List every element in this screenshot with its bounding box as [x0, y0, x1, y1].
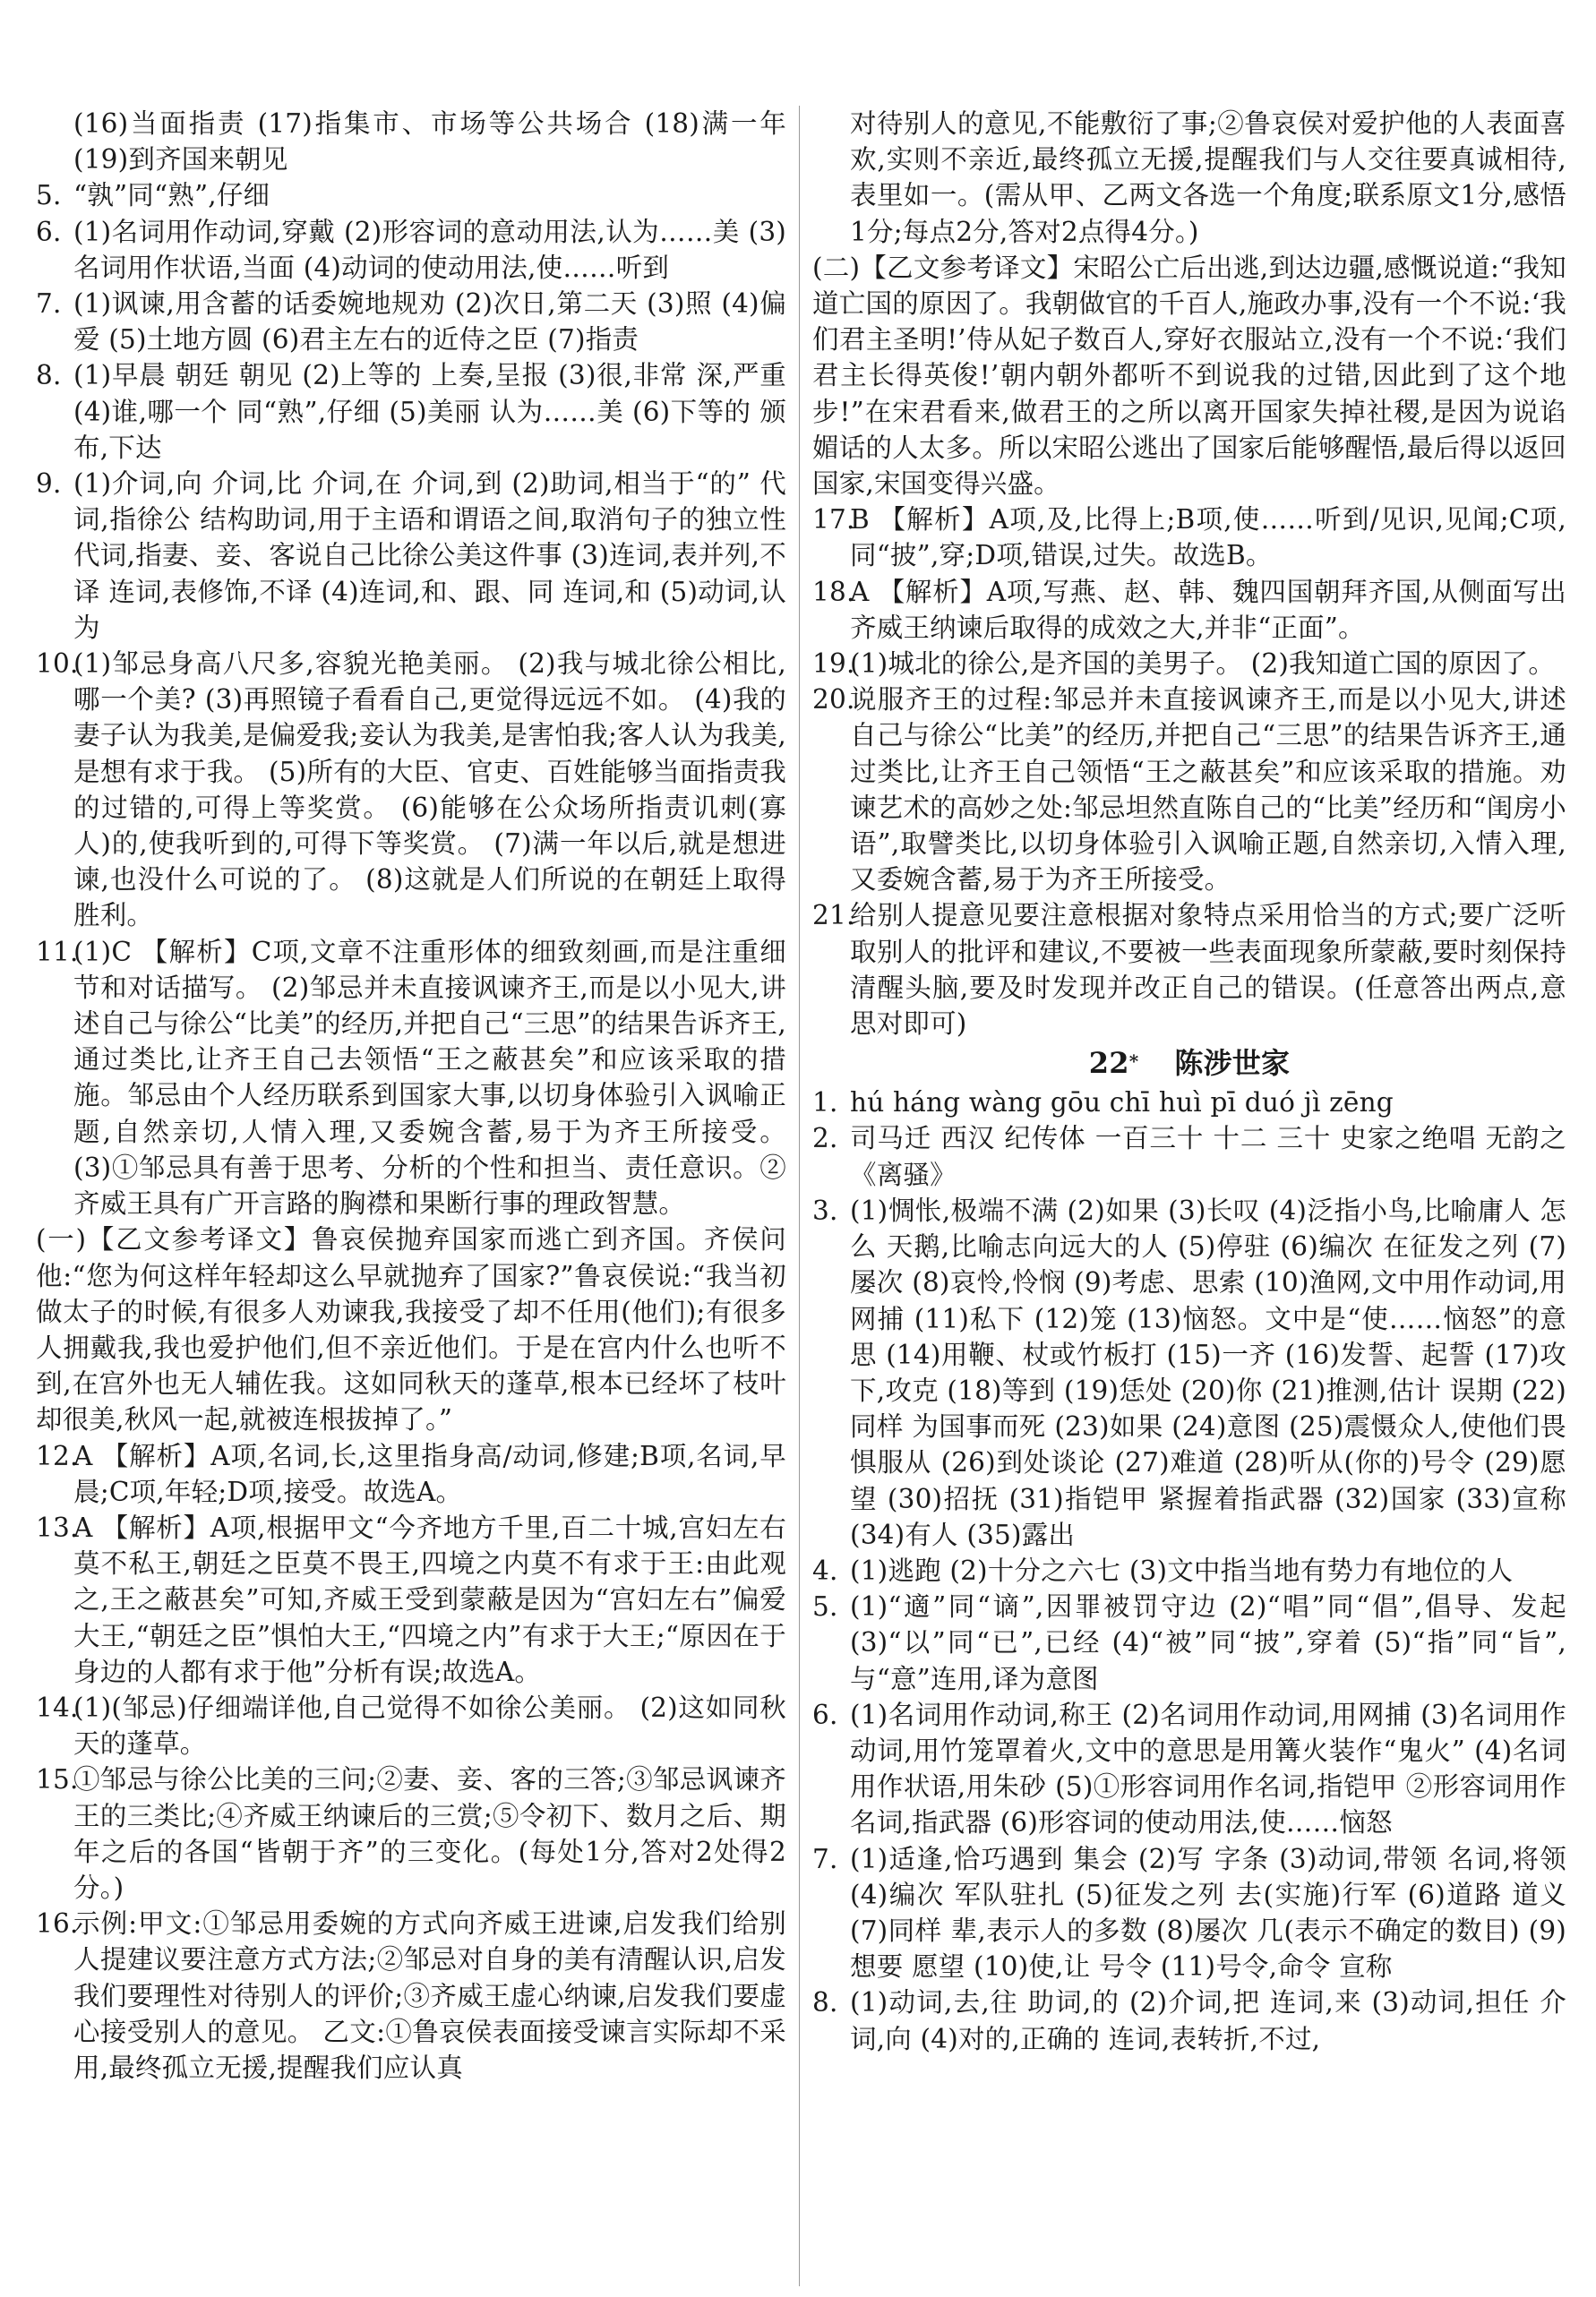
answer-item — [812, 574, 1566, 646]
answer-number: 11. — [36, 936, 79, 967]
answer-number: 10. — [36, 648, 79, 680]
answer-number: 8. — [36, 360, 62, 391]
section-title-text: 陈涉世家 — [1174, 1046, 1291, 1081]
answer-text: (1)C 【解析】C项,文章不注重形体的细致刻画,而是注重细节和对话描写。 (2)邹忌并未直接讽谏齐王,而是以小见大,讲述自己与徐公“比美”的经历,并把自己“三思”的结果告诉齐王,通过类比,让齐王自己去领悟“王之蔽甚矣”和应该采取的措施。邹忌由个人经历联系到国家大事,以切身体验引入讽喻正题,自然亲切,人情入理,又委婉含蓄,易于为齐王所接受。 (3)①邹忌具有善于思考、分析的个性和担当、责任意识。②齐威王具有广开言路的胸襟和果断行事的理政智慧。 — [73, 936, 786, 1220]
translation-paragraph — [812, 250, 1566, 501]
answer-item — [812, 1589, 1566, 1697]
answer-item — [36, 1438, 786, 1510]
answer-item — [36, 1690, 786, 1761]
answer-text: (1)城北的徐公,是齐国的美男子。 (2)我知道亡国的原因了。 — [850, 648, 1556, 680]
answer-text: (1)邹忌身高八尺多,容貌光艳美丽。 (2)我与城北徐公相比,哪一个美? (3)再照镜子看看自己,更觉得远远不如。 (4)我的妻子认为我美,是偏爱我;妾认为我美,是害怕我;客人认为我美,是想有求于我。 (5)所有的大臣、官吏、百姓能够当面指责我的过错的,可得上等奖赏。 (6)能够在公众场所指责讥刺(寡人)的,使我听到的,可得下等奖赏。 (7)满一年以后,就是想进谏,也没什么可说的了。 (8)这就是人们所说的在朝廷上取得胜利。 — [73, 648, 786, 931]
answer-text: 说服齐王的过程:邹忌并未直接讽谏齐王,而是以小见大,讲述自己与徐公“比美”的经历,并把自己“三思”的结果告诉齐王,通过类比,让齐王自己领悟“王之蔽甚矣”和应该采取的措施。劝谏艺术的高妙之处:邹忌坦然直陈自己的“比美”经历和“闺房小语”,取譬类比,以切身体验引入讽喻正题,自然亲切,入情入理,又委婉含蓄,易于为齐王所接受。 — [850, 684, 1566, 896]
answer-item — [36, 214, 786, 286]
answer-number: 15. — [36, 1764, 79, 1796]
answer-item — [812, 646, 1566, 681]
answer-item — [812, 1984, 1566, 2056]
answer-text: 对待别人的意见,不能敷衍了事;②鲁哀侯对爱护他的人表面喜欢,实则不亲近,最终孤立无援,提醒我们与人交往要真诚相待,表里如一。(需从甲、乙两文各选一个角度;联系原文1分,感悟1分;每点2分,答对2点得4分。) — [850, 108, 1566, 247]
right-column — [812, 106, 1566, 2057]
answer-item — [812, 897, 1566, 1041]
translation-paragraph — [36, 1221, 786, 1437]
answer-number: 14. — [36, 1692, 79, 1723]
answer-text: B 【解析】A项,及,比得上;B项,使……听到/见识,见闻;C项,同“披”,穿;D项,错误,过失。故选B。 — [850, 504, 1566, 571]
answer-number: 12. — [36, 1440, 79, 1471]
answer-number: 16. — [36, 1908, 79, 1940]
answer-item — [812, 1120, 1566, 1192]
answer-number: 4. — [812, 1555, 838, 1586]
answer-text: (1)介词,向 介词,比 介词,在 介词,到 (2)助词,相当于“的” 代词,指徐公 结构助词,用于主语和谓语之间,取消句子的独立性 代词,指妻、妾、客说自己比徐公美这件事 (3)连词,表并列,不译 连词,表修饰,不译 (4)连词,和、跟、同 连词,和 (5)动词,认为 — [73, 468, 786, 643]
section-heading — [812, 1043, 1566, 1083]
answer-item — [36, 1510, 786, 1690]
answer-text: 示例:甲文:①邹忌用委婉的方式向齐威王进谏,启发我们给别人提建议要注意方式方法;②邹忌对自身的美有清醒认识,启发我们要理性对待别人的评价;③齐威王虚心纳谏,启发我们要虚心接受别人的意见。 乙文:①鲁哀侯表面接受谏言实际却不采用,最终孤立无援,提醒我们应认真 — [73, 1908, 786, 2083]
answer-item — [36, 1761, 786, 1906]
answer-item — [812, 1697, 1566, 1841]
answer-number: 13. — [36, 1512, 79, 1543]
answer-text: (二)【乙文参考译文】宋昭公亡后出逃,到达边疆,感慨说道:“我知道亡国的原因了。我朝做官的千百人,施政办事,没有一个不说:‘我们君主圣明!’侍从妃子数百人,穿好衣服站立,没有一个不说:‘我们君主长得英俊!’朝内朝外都听不到说我的过错,因此到了这个地步!”在宋君看来,做君王的之所以离开国家失掉社稷,是因为说谄媚话的人太多。所以宋昭公逃出了国家后能够醒悟,最后得以返回国家,宋国变得兴盛。 — [812, 252, 1566, 500]
answer-text: (1)惆怅,极端不满 (2)如果 (3)长叹 (4)泛指小鸟,比喻庸人 怎么 天鹅,比喻志向远大的人 (5)停驻 (6)编次 在征发之列 (7)屡次 (8)哀怜,怜悯 (9)考虑、思索 (10)渔网,文中用作动词,用网捕 (11)私下 (12)笼 (13)恼怒。文中是“使……恼怒”的意思 (14)用鞭、杖或竹板打 (15)一齐 (16)发誓、起誓 (17)攻下,攻克 (18)等到 (19)恁处 (20)你 (21)推测,估计 误期 (22)同样 为国事而死 (23)如果 (24)意图 (25)震慑众人,使他们畏惧服从 (26)到处谈论 (27)难道 (28)听从(你的)号令 (29)愿望 (30)招抚 (31)指铠甲 紧握着指武器 (32)国家 (33)宣称 (34)有人 (35)露出 — [850, 1195, 1566, 1550]
answer-text: 司马迁 西汉 纪传体 一百三十 十二 三十 史家之绝唱 无韵之《离骚》 — [850, 1123, 1566, 1190]
left-column — [36, 106, 786, 2086]
answer-number: 1. — [812, 1087, 838, 1119]
answer-number: 5. — [36, 180, 62, 211]
answer-item — [812, 501, 1566, 573]
answer-number: 19. — [812, 648, 855, 680]
answer-item — [812, 1841, 1566, 1985]
answer-number: 21. — [812, 900, 855, 931]
answer-number: 6. — [812, 1699, 838, 1730]
answer-text: (一)【乙文参考译文】鲁哀侯抛弃国家而逃亡到齐国。齐侯问他:“您为何这样年轻却这么早就抛弃了国家?”鲁哀侯说:“我当初做太子的时候,有很多人劝谏我,我接受了却不任用(他们);有很多人拥戴我,我也爱护他们,但不亲近他们。于是在宫内什么也听不到,在宫外也无人辅佐我。这如同秋天的蓬草,根本已经坏了枝叶却很美,秋风一起,就被连根拔掉了。” — [36, 1224, 786, 1436]
answer-number: 9. — [36, 468, 62, 500]
answer-number: 18. — [812, 576, 855, 607]
answer-text: (1)名词用作动词,穿戴 (2)形容词的意动用法,认为……美 (3)名词用作状语,当面 (4)动词的使动用法,使……听到 — [73, 216, 786, 283]
answer-item — [36, 646, 786, 934]
section-mark: * — [1128, 1050, 1139, 1073]
answer-number: 20. — [812, 684, 855, 716]
answer-number: 3. — [812, 1195, 838, 1226]
answer-item — [36, 1906, 786, 2086]
answer-text: A 【解析】A项,写燕、赵、韩、魏四国朝拜齐国,从侧面写出齐威王纳谏后取得的成效之大,并非“正面”。 — [850, 576, 1566, 643]
answer-text: ①邹忌与徐公比美的三问;②妻、妾、客的三答;③邹忌讽谏齐王的三类比;④齐威王纳谏后的三赏;⑤令初下、数月之后、期年之后的各国“皆朝于齐”的三变化。(每处1分,答对2处得2分。) — [73, 1764, 786, 1903]
answer-item — [812, 1193, 1566, 1553]
answer-number: 2. — [812, 1123, 838, 1154]
right-column-part-b — [812, 1084, 1566, 2056]
answer-text: (16)当面指责 (17)指集市、市场等公共场合 (18)满一年 (19)到齐国来朝见 — [73, 108, 786, 176]
answer-text: (1)讽谏,用含蓄的话委婉地规劝 (2)次日,第二天 (3)照 (4)偏爱 (5)土地方圆 (6)君主左右的近侍之臣 (7)指责 — [73, 288, 786, 356]
answer-number: 17. — [812, 504, 855, 536]
column-divider — [799, 106, 800, 2286]
continued-text — [36, 106, 786, 177]
answer-text: hú háng wàng gōu chī huì pī duó jì zēng — [850, 1087, 1394, 1119]
answer-text: (1)适逢,恰巧遇到 集会 (2)写 字条 (3)动词,带领 名词,将领 (4)编次 军队驻扎 (5)征发之列 去(实施)行军 (6)道路 道义 (7)同样 辈,表示人的多数 (8)屡次 几(表示不确定的数目) (9)想要 愿望 (10)使,让 号令 (11)号令,命令 宣称 — [850, 1843, 1566, 1983]
answer-item — [36, 934, 786, 1222]
answer-item — [36, 177, 786, 213]
section-number: 22 — [1088, 1046, 1129, 1081]
answer-number: 7. — [812, 1843, 838, 1874]
answer-item — [36, 286, 786, 357]
answer-number: 8. — [812, 1987, 838, 2018]
answer-number: 7. — [36, 288, 62, 320]
answer-text: (1)动词,去,往 助词,的 (2)介词,把 连词,来 (3)动词,担任 介词,向 (4)对的,正确的 连词,表转折,不过, — [850, 1987, 1566, 2054]
right-column-part-a — [812, 106, 1566, 1041]
answer-number: 6. — [36, 216, 62, 247]
answer-text: (1)名词用作动词,称王 (2)名词用作动词,用网捕 (3)名词用作动词,用竹笼罩着火,文中的意思是用篝火装作“鬼火” (4)名词用作状语,用朱砂 (5)①形容词用作名词,指铠甲 ②形容词用作名词,指武器 (6)形容词的使动用法,使……恼怒 — [850, 1699, 1566, 1838]
answer-item — [812, 1553, 1566, 1589]
answer-text: “孰”同“熟”,仔细 — [73, 180, 270, 211]
answer-number: 5. — [812, 1591, 838, 1623]
answer-item — [812, 681, 1566, 897]
answer-item — [36, 357, 786, 466]
answer-text: A 【解析】A项,名词,长,这里指身高/动词,修建;B项,名词,早晨;C项,年轻;D项,接受。故选A。 — [73, 1440, 786, 1507]
answer-text: (1)逃跑 (2)十分之六七 (3)文中指当地有势力有地位的人 — [850, 1555, 1514, 1586]
continued-text — [812, 106, 1566, 250]
answer-text: 给别人提意见要注意根据对象特点采用恰当的方式;要广泛听取别人的批评和建议,不要被一些表面现象所蒙蔽,要时刻保持清醒头脑,要及时发现并改正自己的错误。(任意答出两点,意思对即可) — [850, 900, 1566, 1040]
answer-item — [812, 1084, 1566, 1120]
answer-text: A 【解析】A项,根据甲文“今齐地方千里,百二十城,宫妇左右莫不私王,朝廷之臣莫不畏王,四境之内莫不有求于王:由此观之,王之蔽甚矣”可知,齐威王受到蒙蔽是因为“宫妇左右”偏爱大王,“朝廷之臣”惧怕大王,“四境之内”有求于大王;“原因在于身边的人都有求于他”分析有误;故选A。 — [73, 1512, 786, 1687]
answer-text: (1)(邹忌)仔细端详他,自己觉得不如徐公美丽。 (2)这如同秋天的蓬草。 — [73, 1692, 786, 1760]
answer-item — [36, 466, 786, 646]
answer-text: (1)早晨 朝廷 朝见 (2)上等的 上奏,呈报 (3)很,非常 深,严重 (4)谁,哪一个 同“熟”,仔细 (5)美丽 认为……美 (6)下等的 颁布,下达 — [73, 360, 786, 463]
answer-text: (1)“適”同“谪”,因罪被罚守边 (2)“唱”同“倡”,倡导、发起 (3)“以”同“已”,已经 (4)“被”同“披”,穿着 (5)“指”同“旨”,与“意”连用,译为意图 — [850, 1591, 1566, 1694]
